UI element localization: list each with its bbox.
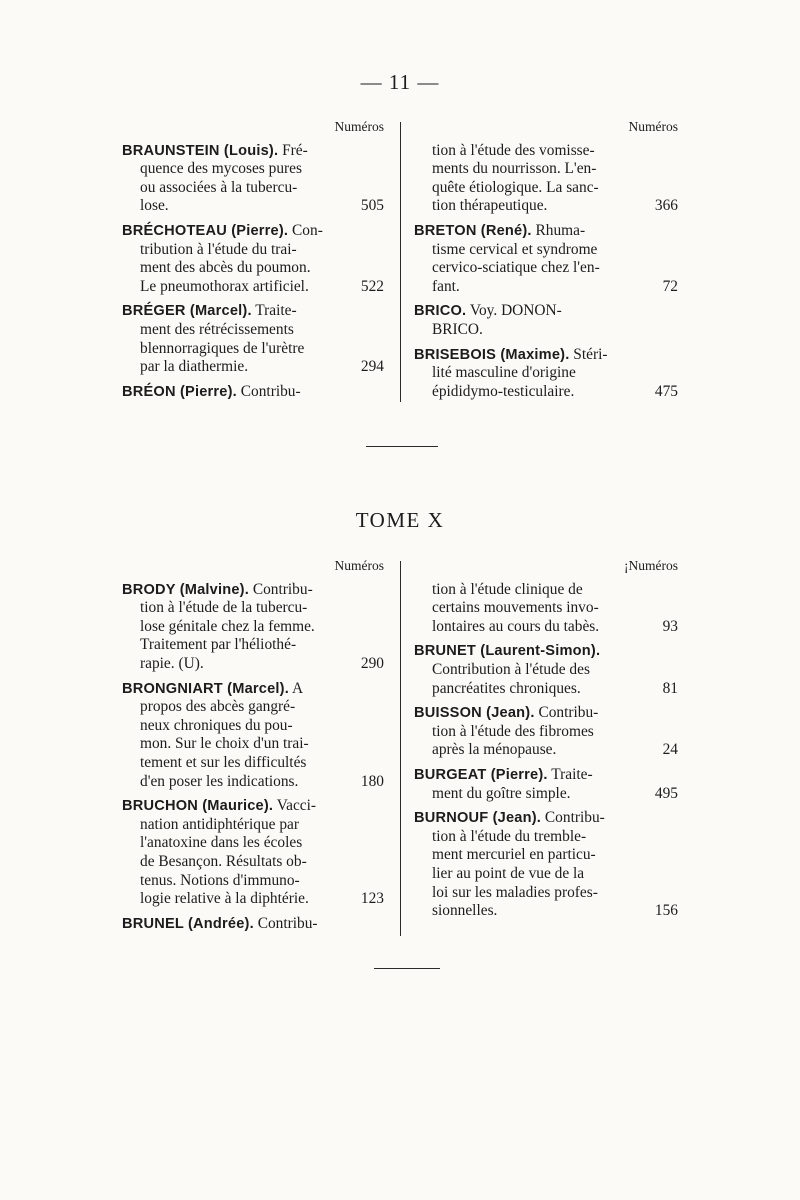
- entry-number: 81: [662, 679, 678, 697]
- entry-first-line: [414, 346, 678, 365]
- entry-first-line: [414, 642, 678, 661]
- entry-name: BRAUNSTEIN (Louis).: [122, 142, 279, 159]
- entry-text-line: quence des mycoses pures: [140, 160, 302, 178]
- entry-name: BRÉON (Pierre).: [122, 383, 237, 400]
- entry-name: BRUNET (Laurent-Simon).: [414, 643, 601, 660]
- index-entry: [414, 809, 678, 921]
- entry-name: BRUNEL (Andrée).: [122, 915, 254, 932]
- entry-text-line: Traite-: [251, 302, 297, 320]
- entry-name: BRISEBOIS (Maxime).: [414, 346, 570, 363]
- entry-text-line: Fré-: [278, 141, 308, 159]
- entry-number: 366: [654, 197, 678, 215]
- entry-first-line: [414, 704, 678, 723]
- column-divider: [400, 122, 401, 402]
- entry-text-line: BRICO.: [432, 320, 483, 338]
- entry-text-line: Traite-: [547, 765, 593, 783]
- column-left: [122, 118, 384, 407]
- entry-name: BRODY (Malvine).: [122, 581, 249, 598]
- entry-name: BURGEAT (Pierre).: [414, 766, 548, 783]
- index-entry: [122, 680, 384, 792]
- column-right: [414, 557, 678, 927]
- entry-name: BRICO.: [414, 303, 467, 320]
- entry-text-line: Contribu-: [253, 914, 318, 932]
- entry-text-line: 180 d'en poser les indications.: [140, 772, 384, 790]
- entry-text-line: Vacci-: [273, 797, 317, 815]
- entry-text-line: tion à l'étude des fibromes: [432, 722, 594, 740]
- entry-first-line: [122, 915, 384, 934]
- index-entry: [414, 766, 678, 803]
- entry-text-line: 522 Le pneumothorax artificiel.: [140, 277, 384, 295]
- entry-name: BURNOUF (Jean).: [414, 810, 542, 827]
- entry-text-line: Traitement par l'héliothé-: [140, 636, 297, 654]
- entry-first-line: [414, 766, 678, 785]
- index-entry: [122, 797, 384, 909]
- entry-text-line: nation antidiphtérique par: [140, 815, 299, 833]
- entry-number: 290: [360, 654, 384, 672]
- entry-continuation: [414, 142, 678, 216]
- entry-text-line: neux chroniques du pou-: [140, 716, 293, 734]
- separator-rule: [374, 968, 440, 969]
- entry-text-line: 495 ment du goître simple.: [432, 784, 678, 802]
- entry-text-line: 290 rapie. (U).: [140, 654, 384, 672]
- column-right: [414, 118, 678, 407]
- entry-text-line: blennorragiques de l'urètre: [140, 339, 305, 357]
- index-entry: [122, 222, 384, 296]
- column-left: [122, 557, 384, 939]
- entries-list: [414, 222, 678, 401]
- entry-text-line: lose génitale chez la femme.: [140, 617, 315, 635]
- entry-number: 294: [360, 358, 384, 376]
- entry-name: BRÉCHOTEAU (Pierre).: [122, 222, 289, 239]
- entry-text-line: loi sur les maladies profes-: [432, 883, 598, 901]
- entry-text-line: tion à l'étude de la tubercu-: [140, 599, 308, 617]
- entry-number: 156: [654, 902, 678, 920]
- entry-first-line: [414, 302, 678, 321]
- column-header: ¡Numéros: [624, 558, 678, 573]
- index-entry: [122, 142, 384, 216]
- column-divider: [400, 561, 401, 936]
- entry-number: 123: [360, 890, 384, 908]
- entry-text-line: mon. Sur le choix d'un trai-: [140, 735, 309, 753]
- entry-text-line: Contribu-: [541, 809, 605, 827]
- entry-first-line: [122, 302, 384, 321]
- entry-text-line: tenus. Notions d'immuno-: [140, 871, 300, 889]
- entries-list: [122, 142, 384, 402]
- entry-first-line: [122, 680, 384, 699]
- entry-name: BUISSON (Jean).: [414, 705, 535, 722]
- entry-text-line: 294 par la diathermie.: [140, 358, 384, 376]
- index-block-bottom: [0, 557, 800, 942]
- entry-text-line: cervico-sciatique chez l'en-: [432, 259, 600, 277]
- index-entry: [122, 383, 384, 402]
- column-header: Numéros: [334, 558, 384, 573]
- index-entry: [414, 302, 678, 339]
- entry-first-line: [414, 222, 678, 241]
- entries-list: [122, 581, 384, 934]
- index-entry: [122, 581, 384, 674]
- column-header: Numéros: [334, 119, 384, 134]
- entry-name: BRETON (René).: [414, 222, 532, 239]
- entry-text-line: propos des abcès gangré-: [140, 698, 296, 716]
- entry-text-line: 156 sionnelles.: [432, 902, 678, 920]
- entry-text-line: 366 tion thérapeutique.: [432, 197, 678, 215]
- entry-text-line: 93 lontaires au cours du tabès.: [432, 617, 678, 635]
- entry-text-line: lier au point de vue de la: [432, 864, 585, 882]
- entry-text-line: tement et sur les difficultés: [140, 753, 307, 771]
- entry-number: 180: [360, 772, 384, 790]
- entry-text-line: 505 lose.: [140, 197, 384, 215]
- entry-first-line: [122, 142, 384, 161]
- entry-text-line: tion à l'étude clinique de: [432, 580, 583, 598]
- entry-text-line: tisme cervical et syndrome: [432, 240, 598, 258]
- entry-text-line: tion à l'étude des vomisse-: [432, 141, 595, 159]
- index-block-top: [0, 118, 800, 408]
- index-entry: [414, 704, 678, 760]
- entry-name: BRONGNIART (Marcel).: [122, 680, 289, 697]
- entry-name: BRUCHON (Maurice).: [122, 798, 274, 815]
- entry-text-line: Con-: [288, 221, 323, 239]
- entry-number: 24: [662, 741, 678, 759]
- entry-first-line: [122, 581, 384, 600]
- entry-text-line: tion à l'étude du tremble-: [432, 827, 587, 845]
- entry-first-line: [122, 222, 384, 241]
- index-entry: [122, 915, 384, 934]
- entry-text-line: Contribution à l'étude des: [432, 660, 590, 678]
- index-entry: [414, 346, 678, 402]
- entries-list: [414, 642, 678, 920]
- index-entry: [414, 222, 678, 296]
- entry-text-line: 475 épididymo-testiculaire.: [432, 382, 678, 400]
- entry-text-line: Rhuma-: [531, 221, 586, 239]
- entry-number: 93: [662, 617, 678, 635]
- entry-text-line: ou associées à la tubercu-: [140, 178, 298, 196]
- entry-text-line: A: [288, 679, 304, 697]
- entry-text-line: de Besançon. Résultats ob-: [140, 852, 307, 870]
- index-entry: [122, 302, 384, 376]
- entry-continuation: [414, 581, 678, 637]
- entry-name: BRÉGER (Marcel).: [122, 303, 252, 320]
- entry-text-line: ment des abcès du poumon.: [140, 259, 311, 277]
- entry-text-line: ments du nourrisson. L'en-: [432, 160, 597, 178]
- entry-text-line: ment des rétrécissements: [140, 320, 294, 338]
- entry-first-line: [122, 797, 384, 816]
- page-number: — 11 —: [360, 70, 440, 94]
- entry-text-line: Contribu-: [534, 704, 599, 722]
- entry-text-line: Contribu-: [236, 382, 301, 400]
- entry-first-line: [122, 383, 384, 402]
- entry-number: 505: [360, 197, 384, 215]
- entry-text-line: Voy. DONON-: [466, 302, 562, 320]
- entry-text-line: quête étiologique. La sanc-: [432, 178, 599, 196]
- entry-text-line: 72 fant.: [432, 277, 678, 295]
- entry-first-line: [414, 809, 678, 828]
- entry-text-line: Contribu-: [249, 580, 313, 598]
- entry-text-line: l'anatoxine dans les écoles: [140, 834, 303, 852]
- entry-number: 495: [654, 784, 678, 802]
- index-entry: [414, 642, 678, 698]
- entry-text-line: 81 pancréatites chroniques.: [432, 679, 678, 697]
- entry-number: 72: [662, 277, 678, 295]
- separator-rule: [366, 446, 438, 447]
- entry-text-line: certains mouvements invo-: [432, 599, 599, 617]
- entry-text-line: 24 après la ménopause.: [432, 741, 678, 759]
- section-title: TOME X: [355, 508, 445, 532]
- column-header: Numéros: [628, 119, 678, 134]
- entry-number: 522: [360, 277, 384, 295]
- entry-text-line: ment mercuriel en particu-: [432, 846, 596, 864]
- entry-text-line: tribution à l'étude du trai-: [140, 240, 297, 258]
- entry-number: 475: [654, 382, 678, 400]
- entry-text-line: lité masculine d'origine: [432, 364, 576, 382]
- entry-text-line: 123 logie relative à la diphtérie.: [140, 890, 384, 908]
- entry-text-line: Stéri-: [569, 345, 608, 363]
